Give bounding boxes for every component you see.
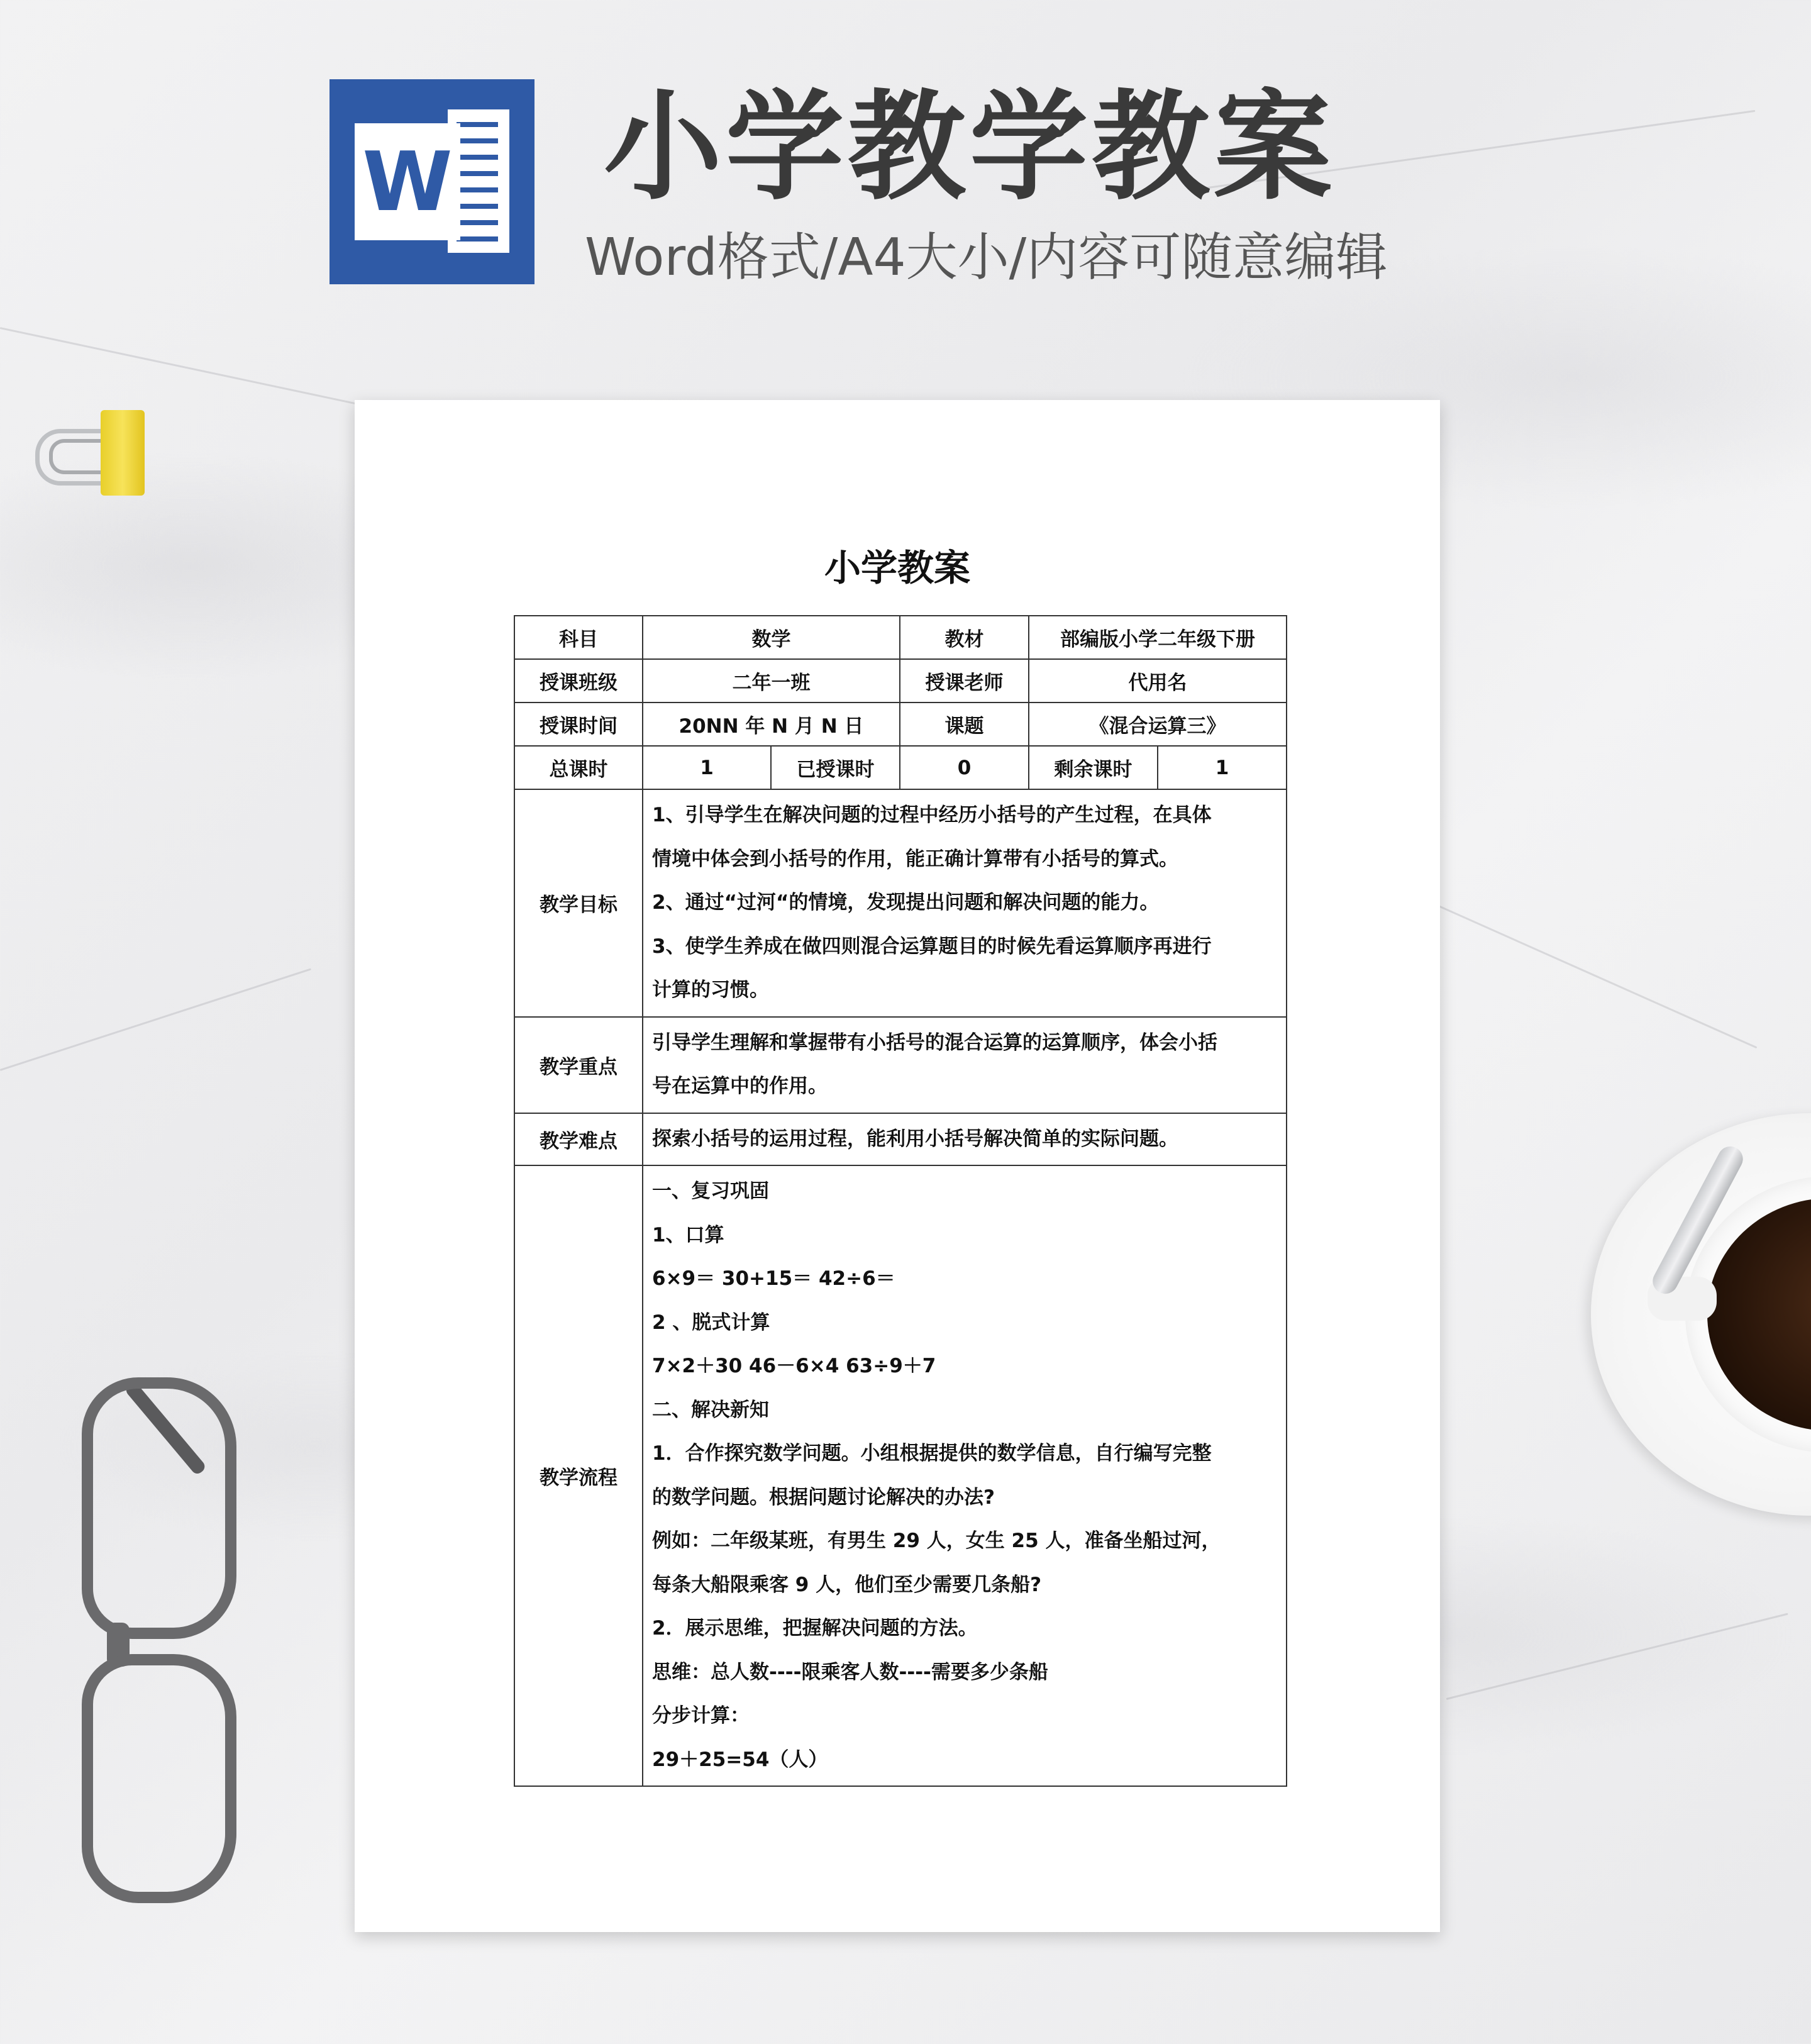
field-label: 剩余课时 [1029,746,1158,789]
page-title: 小学教学教案 [604,79,1336,216]
table-row [514,1017,1287,1113]
table-row [514,703,1287,746]
field-value: 20NN 年 N 月 N 日 [643,703,900,746]
word-logo-letter: W [362,134,453,230]
field-value: 代用名 [1029,659,1287,703]
content-line: 二、解决新知 [652,1398,769,1421]
content-line: 每条大船限乘客 9 人，他们至少需要几条船? [652,1573,1042,1596]
field-value: 1 [643,746,771,789]
document-title: 小学教案 [824,547,970,589]
coffee-cup-icon [1591,1113,1811,1516]
content-line: 例如：二年级某班，有男生 29 人，女生 25 人，准备坐船过河， [652,1530,1221,1552]
document-page [355,400,1440,1932]
table-row [514,789,1287,1017]
field-value: 0 [900,746,1029,789]
content-line: 思维：总人数----限乘客人数----需要多少条船 [652,1660,1048,1684]
lesson-plan-table [514,615,1287,1787]
content-line: 6×9＝ 30+15＝ 42÷6＝ [652,1267,895,1290]
field-value: 二年一班 [643,659,900,703]
content-line: 1、引导学生在解决问题的过程中经历小括号的产生过程，在具体 [652,804,1212,826]
content-line: 计算的习惯。 [652,979,769,1001]
field-label: 授课班级 [514,659,643,703]
content-line: 2、通过“过河“的情境，发现提出问题和解决问题的能力。 [652,891,1160,914]
section-label: 教学难点 [514,1113,643,1166]
section-label: 教学流程 [514,1165,643,1786]
field-label: 已授课时 [771,746,900,789]
content-line: 引导学生理解和掌握带有小括号的混合运算的运算顺序，体会小括 [652,1031,1217,1054]
table-row [514,1113,1287,1166]
content-line: 7×2＋30 46－6×4 63÷9＋7 [652,1355,936,1377]
content-line: 情境中体会到小括号的作用，能正确计算带有小括号的算式。 [652,847,1178,870]
field-label: 总课时 [514,746,643,789]
section-label: 教学目标 [514,789,643,1017]
content-line: 分步计算： [652,1704,750,1727]
eyeglasses-icon [69,1352,233,1906]
section-content [643,1113,1287,1166]
binder-clip-icon [35,410,146,496]
field-label: 教材 [900,616,1029,659]
content-line: 1、口算 [652,1223,724,1247]
field-label: 授课时间 [514,703,643,746]
section-content [643,789,1287,1017]
content-line: 2．展示思维，把握解决问题的方法。 [652,1617,978,1640]
field-label: 授课老师 [900,659,1029,703]
field-label: 科目 [514,616,643,659]
field-value: 部编版小学二年级下册 [1029,616,1287,659]
content-line: 1．合作探究数学问题。小组根据提供的数学信息，自行编写完整 [652,1442,1212,1465]
content-line: 3、使学生养成在做四则混合运算题目的时候先看运算顺序再进行 [652,935,1212,958]
marble-vein [0,968,311,1071]
field-value: 《混合运算三》 [1029,703,1287,746]
table-row [514,659,1287,703]
content-line: 29＋25=54（人） [652,1748,828,1771]
section-content [643,1165,1287,1786]
field-label: 课题 [900,703,1029,746]
section-label: 教学重点 [514,1017,643,1113]
page-subtitle: Word格式/A4大小/内容可随意编辑 [585,228,1388,287]
section-content [643,1017,1287,1113]
marble-vein [1446,1613,1788,1700]
content-line: 号在运算中的作用。 [652,1075,828,1097]
table-row [514,746,1287,789]
table-row [514,1165,1287,1786]
word-logo-icon [330,79,534,284]
field-value: 1 [1158,746,1287,789]
content-line: 2 、脱式计算 [652,1311,770,1334]
table-row [514,616,1287,659]
field-value: 数学 [643,616,900,659]
content-line: 一、复习巩固 [652,1180,769,1203]
content-line: 的数学问题。根据问题讨论解决的办法? [652,1486,995,1509]
content-line: 探索小括号的运用过程，能利用小括号解决简单的实际问题。 [652,1127,1178,1150]
